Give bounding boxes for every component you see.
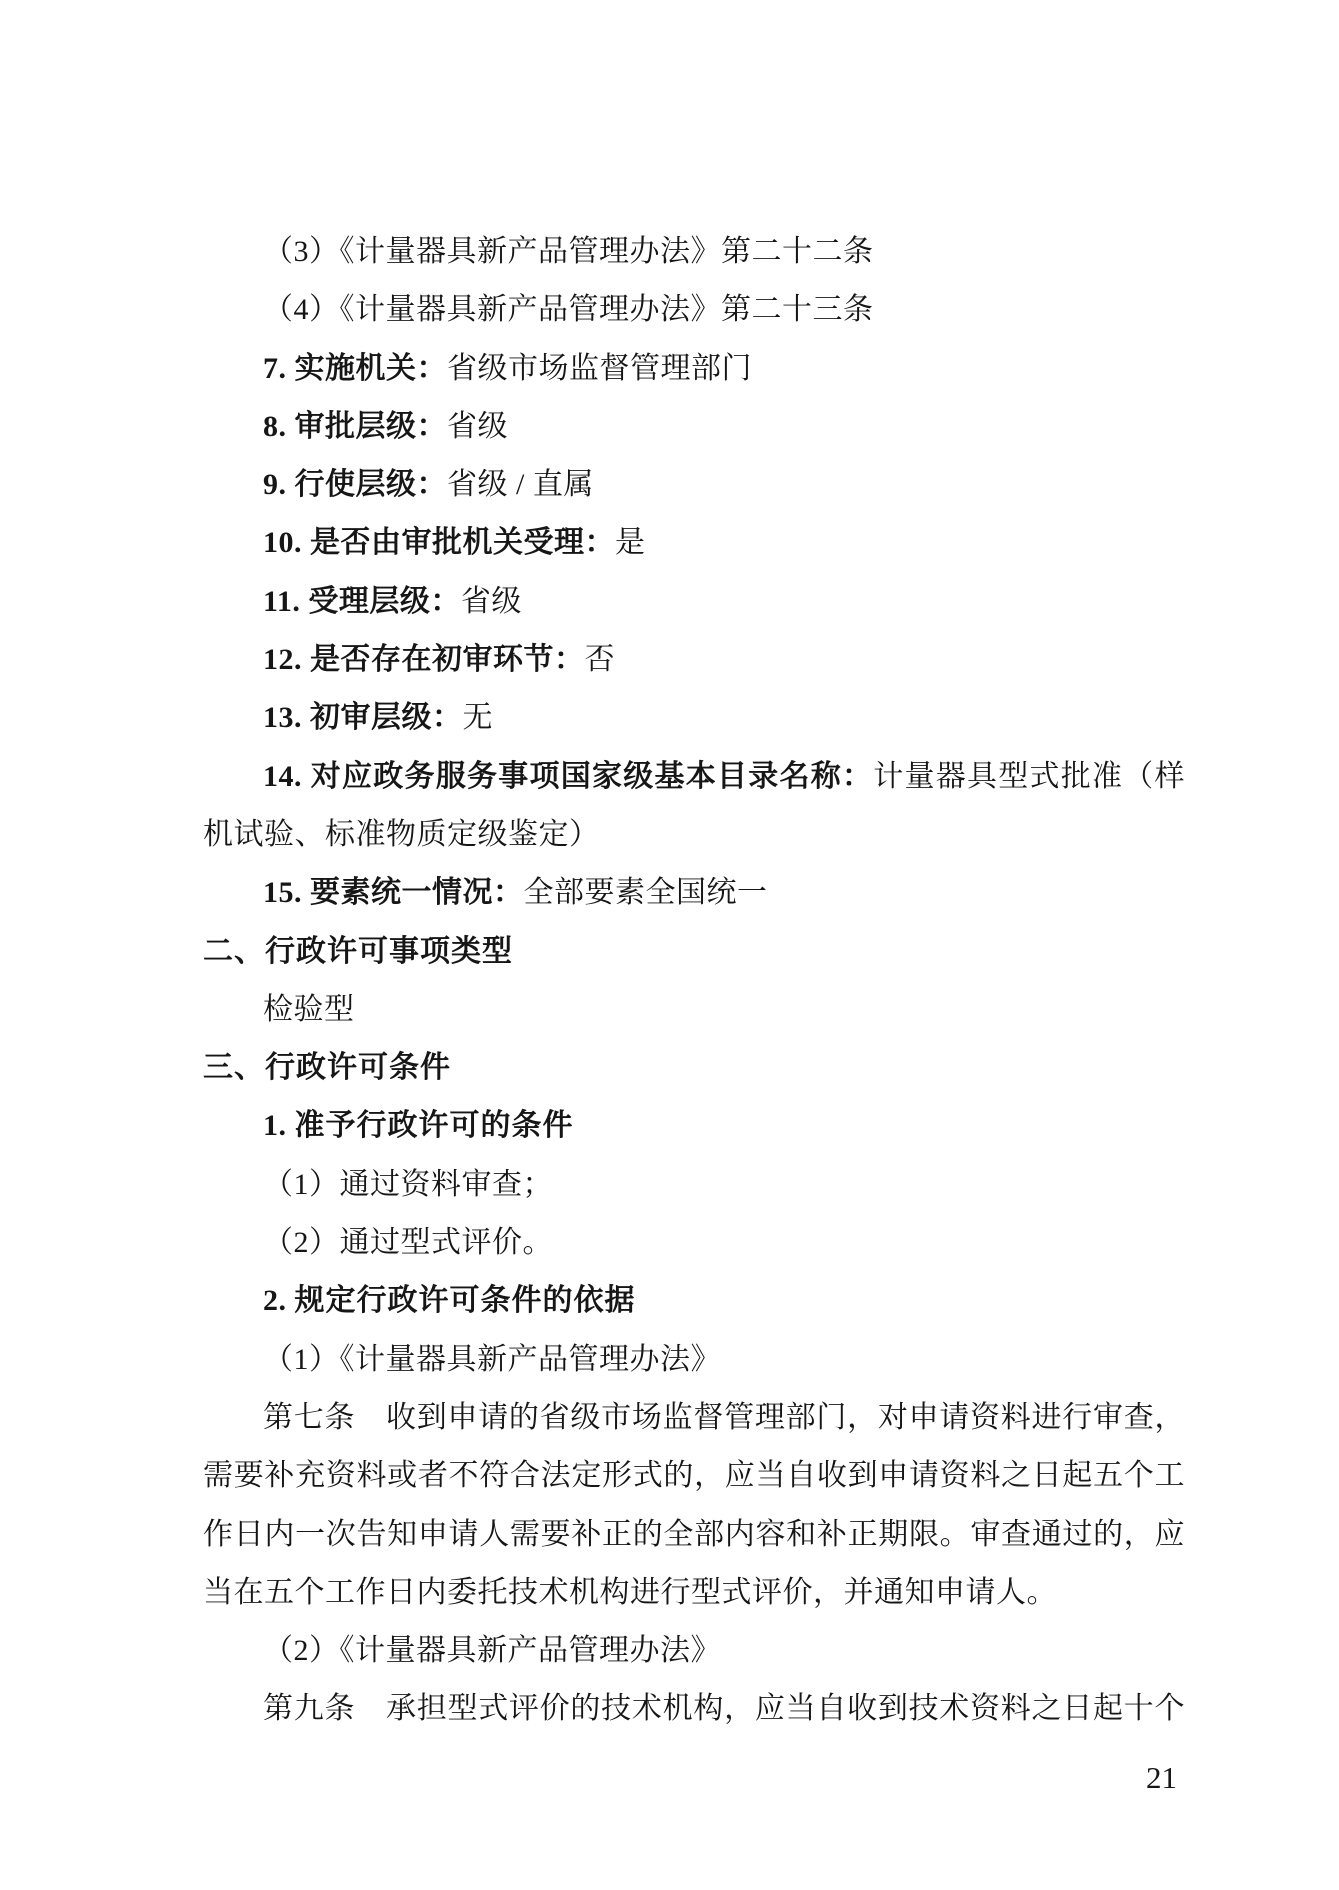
text-segment: 省级 bbox=[447, 409, 508, 443]
text-segment: 无 bbox=[462, 701, 493, 735]
text-line bbox=[203, 1447, 1185, 1505]
text-segment: （2）通过型式评价。 bbox=[263, 1226, 553, 1260]
text-segment: 省级市场监督管理部门 bbox=[447, 351, 752, 385]
text-line bbox=[203, 689, 1185, 747]
text-line bbox=[203, 514, 1185, 572]
text-segment: （2）《计量器具新产品管理办法》 bbox=[263, 1634, 721, 1668]
text-line bbox=[203, 806, 1185, 864]
text-segment: 第九条 承担型式评价的技术机构，应当自收到技术资料之日起十个 bbox=[263, 1692, 1185, 1726]
text-segment: 检验型 bbox=[263, 992, 355, 1026]
text-segment: 12. 是否存在初审环节： bbox=[263, 643, 585, 677]
text-segment: 作日内一次告知申请人需要补正的全部内容和补正期限。审查通过的，应 bbox=[203, 1517, 1185, 1551]
text-line bbox=[203, 1097, 1185, 1155]
text-line bbox=[203, 748, 1185, 806]
text-segment: （4）《计量器具新产品管理办法》第二十三条 bbox=[263, 293, 874, 327]
text-segment: 准予行政许可的条件 bbox=[294, 1109, 574, 1143]
text-segment: 2. bbox=[263, 1284, 295, 1318]
text-segment: 1. bbox=[263, 1109, 295, 1143]
text-segment: 机试验、标准物质定级鉴定） bbox=[203, 817, 600, 851]
text-segment: 省级 bbox=[460, 584, 522, 618]
text-segment: 计量器具型式批准（样 bbox=[873, 759, 1185, 793]
text-segment: 7. 实施机关： bbox=[263, 351, 447, 385]
text-segment: 全部要素全国统一 bbox=[523, 876, 768, 910]
text-line bbox=[203, 1389, 1185, 1447]
text-line bbox=[203, 1272, 1185, 1330]
text-line bbox=[203, 340, 1185, 398]
text-line bbox=[203, 1564, 1185, 1622]
text-line bbox=[203, 398, 1185, 456]
text-segment: 13. 初审层级： bbox=[263, 701, 463, 735]
text-line bbox=[203, 1214, 1185, 1272]
text-segment: 需要补充资料或者不符合法定形式的，应当自收到申请资料之日起五个工 bbox=[203, 1459, 1185, 1493]
text-line bbox=[203, 573, 1185, 631]
text-line bbox=[203, 223, 1185, 281]
text-segment: 规定行政许可条件的依据 bbox=[294, 1284, 636, 1318]
text-segment: 14. 对应政务服务事项国家级基本目录名称： bbox=[263, 759, 874, 793]
text-line bbox=[203, 281, 1185, 339]
text-segment: 10. 是否由审批机关受理： bbox=[263, 526, 615, 560]
text-segment: 三、行政许可条件 bbox=[203, 1051, 451, 1085]
text-line bbox=[203, 1039, 1185, 1097]
text-line bbox=[203, 456, 1185, 514]
text-line bbox=[203, 1331, 1185, 1389]
text-segment: 二、行政许可事项类型 bbox=[203, 934, 513, 968]
text-segment: 是 bbox=[615, 526, 646, 560]
text-segment: 11. 受理层级： bbox=[263, 584, 461, 618]
text-segment: （3）《计量器具新产品管理办法》第二十二条 bbox=[263, 235, 874, 268]
text-line bbox=[203, 1506, 1185, 1564]
text-line bbox=[203, 631, 1185, 689]
text-segment: 当在五个工作日内委托技术机构进行型式评价，并通知申请人。 bbox=[203, 1575, 1057, 1609]
page-number: 21 bbox=[1146, 1760, 1177, 1795]
text-segment: （1）《计量器具新产品管理办法》 bbox=[263, 1342, 721, 1376]
text-segment: 9. 行使层级： bbox=[263, 468, 447, 502]
text-segment: 否 bbox=[584, 643, 615, 677]
text-segment: （1）通过资料审查； bbox=[263, 1167, 553, 1201]
document-body bbox=[203, 223, 1185, 1739]
text-segment: 第七条 收到申请的省级市场监督管理部门，对申请资料进行审查， bbox=[263, 1400, 1185, 1434]
text-line bbox=[203, 1622, 1185, 1680]
text-line bbox=[203, 923, 1185, 981]
text-line bbox=[203, 981, 1185, 1039]
text-line bbox=[203, 1156, 1185, 1214]
text-line bbox=[203, 1680, 1185, 1738]
text-segment: 15. 要素统一情况： bbox=[263, 876, 524, 910]
text-line bbox=[203, 864, 1185, 922]
text-segment: 8. 审批层级： bbox=[263, 409, 447, 443]
text-segment: 省级 / 直属 bbox=[447, 468, 594, 502]
